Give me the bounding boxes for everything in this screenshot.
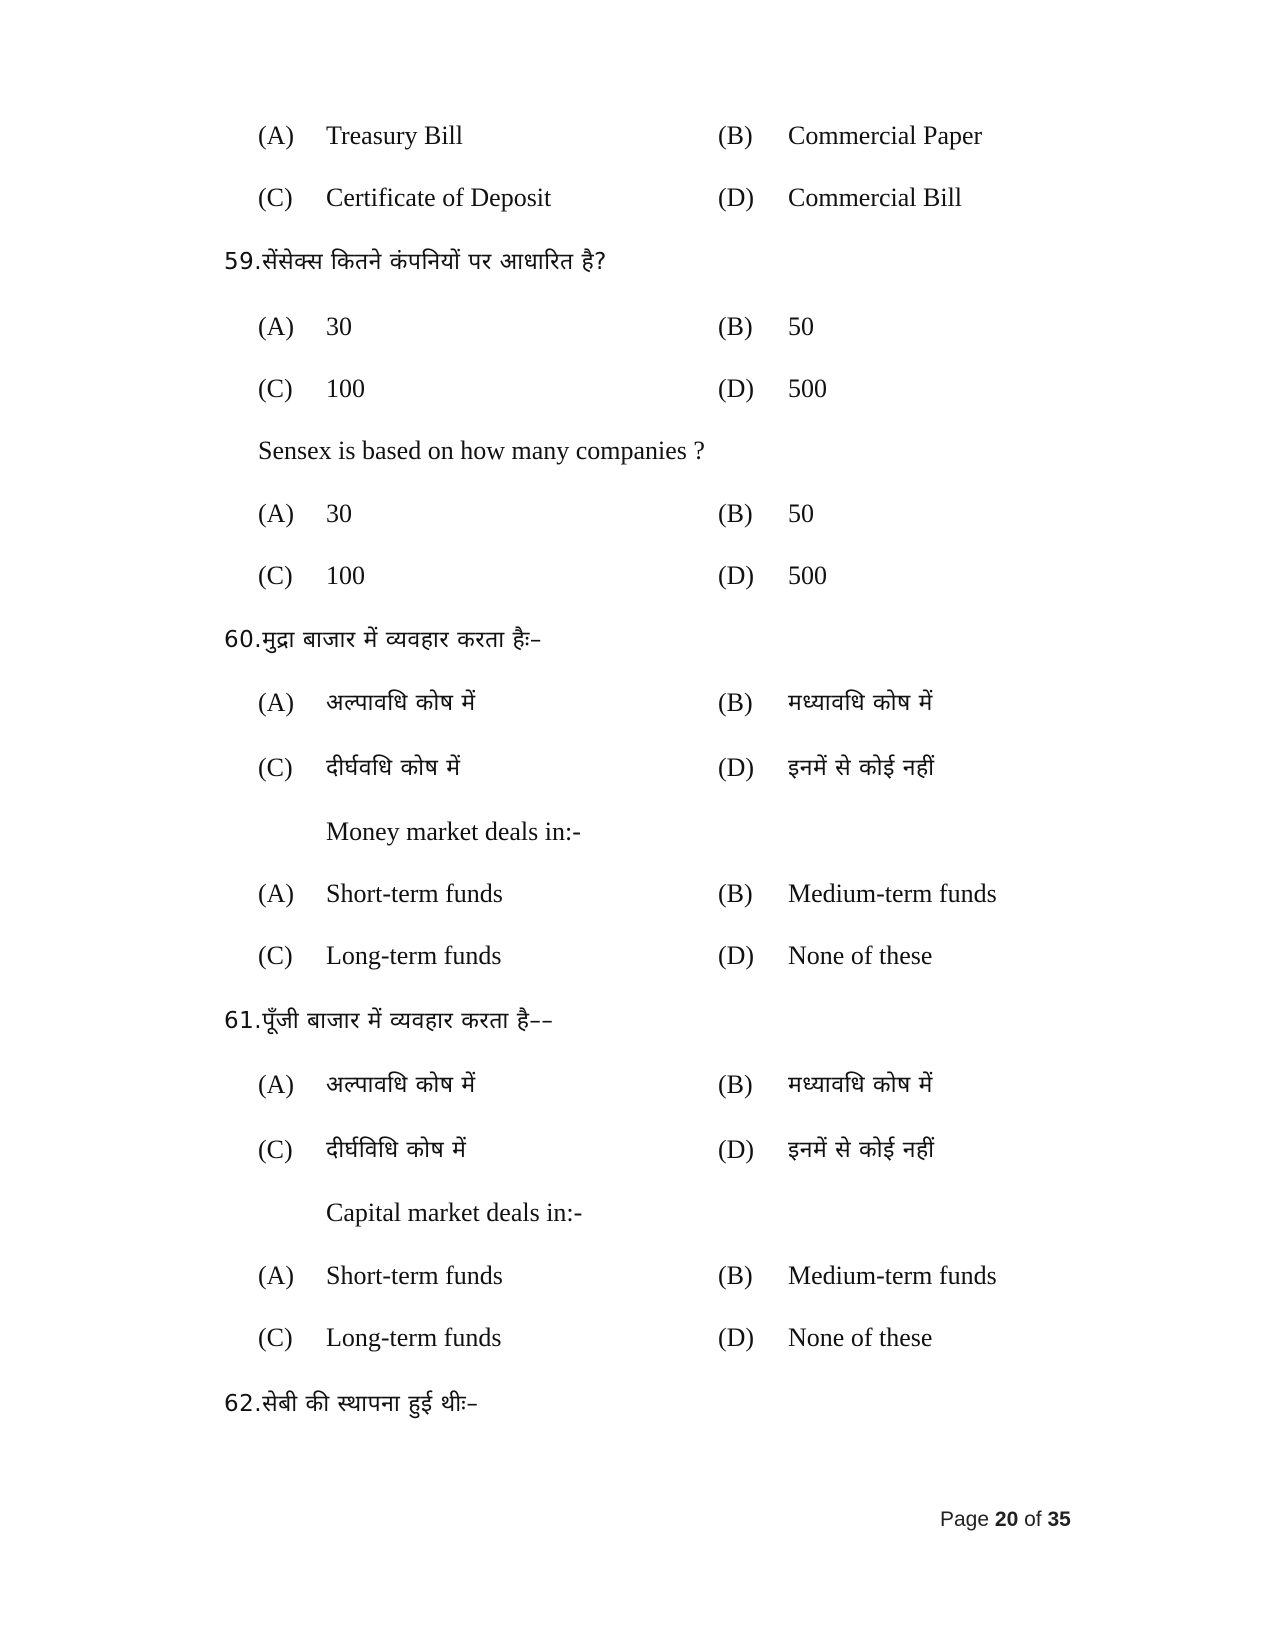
option-label: (D) [718,561,755,590]
option-row [0,748,1275,788]
option-label: (D) [718,1135,755,1164]
option-label: (C) [258,1323,293,1352]
option-text: Commercial Paper [788,121,983,150]
option-text: Commercial Bill [788,183,963,212]
option-label: (A) [258,688,295,717]
question-text-english [326,812,581,852]
page-separator: of [1018,1508,1048,1531]
option-label: (B) [718,121,753,150]
option-text: मध्यावधि कोष में [788,690,933,716]
option-text: Short-term funds [326,879,503,908]
option-text: Certificate of Deposit [326,183,552,212]
question-text-hindi [224,241,607,281]
question-text: Money market deals in:- [326,817,581,846]
option-row [0,494,1275,534]
option-row [0,178,1275,218]
option-label: (B) [718,312,753,341]
option-label: (A) [258,312,295,341]
question-text: 62.सेबी की स्थापना हुई थीः– [224,1391,479,1417]
option-label: (A) [258,879,295,908]
option-text: Medium-term funds [788,1261,997,1290]
option-text: 100 [326,561,365,590]
option-text: 50 [788,499,814,528]
question-text: 59.सेंसेक्स कितने कंपनियों पर आधारित है? [224,249,607,275]
option-label: (C) [258,1135,293,1164]
option-label: (B) [718,879,753,908]
option-row [0,1065,1275,1105]
option-text: Treasury Bill [326,121,463,150]
option-text: 30 [326,312,352,341]
option-label: (D) [718,374,755,403]
option-label: (C) [258,753,293,782]
question-text-english [326,1193,582,1233]
option-text: None of these [788,1323,933,1352]
option-text: 500 [788,374,827,403]
option-text: Long-term funds [326,941,502,970]
option-text: दीर्घविधि कोष में [326,1137,467,1163]
total-pages: 35 [1047,1508,1071,1531]
option-text: 30 [326,499,352,528]
option-text: Short-term funds [326,1261,503,1290]
option-text: 100 [326,374,365,403]
option-row [0,683,1275,723]
question-text: Sensex is based on how many companies ? [258,436,705,465]
option-label: (B) [718,688,753,717]
option-text: Medium-term funds [788,879,997,908]
option-row [0,116,1275,156]
option-label: (C) [258,941,293,970]
option-row [0,307,1275,347]
option-text: इनमें से कोई नहीं [788,1137,935,1163]
option-text: इनमें से कोई नहीं [788,755,935,781]
option-text: अल्पावधि कोष में [326,1072,476,1098]
question-text: 61.पूँजी बाजार में व्यवहार करता है–– [224,1008,554,1034]
option-text: 50 [788,312,814,341]
question-text-hindi [224,1000,553,1040]
option-label: (B) [718,1070,753,1099]
option-label: (D) [718,941,755,970]
option-row [0,1256,1275,1296]
option-label: (C) [258,374,293,403]
option-label: (A) [258,121,295,150]
question-text-hindi [224,1383,478,1423]
option-label: (A) [258,1070,295,1099]
page-prefix: Page [940,1508,995,1531]
option-text: 500 [788,561,827,590]
option-row [0,874,1275,914]
option-text: मध्यावधि कोष में [788,1072,933,1098]
option-row [0,1318,1275,1358]
option-label: (D) [718,753,755,782]
option-text: Long-term funds [326,1323,502,1352]
question-text-english [258,431,705,471]
option-text: दीर्घवधि कोष में [326,755,461,781]
option-text: None of these [788,941,933,970]
question-text: Capital market deals in:- [326,1198,583,1227]
option-label: (B) [718,1261,753,1290]
option-text: अल्पावधि कोष में [326,690,476,716]
option-row [0,1130,1275,1170]
option-label: (A) [258,1261,295,1290]
option-label: (A) [258,499,295,528]
option-row [0,936,1275,976]
question-text-hindi [224,619,542,659]
option-label: (C) [258,561,293,590]
question-text: 60.मुद्रा बाजार में व्यवहार करता हैः– [224,627,542,653]
page-footer [940,1508,1071,1532]
option-label: (D) [718,183,755,212]
option-label: (B) [718,499,753,528]
option-row [0,369,1275,409]
current-page: 20 [994,1508,1019,1531]
option-label: (C) [258,183,293,212]
option-row [0,556,1275,596]
option-label: (D) [718,1323,755,1352]
